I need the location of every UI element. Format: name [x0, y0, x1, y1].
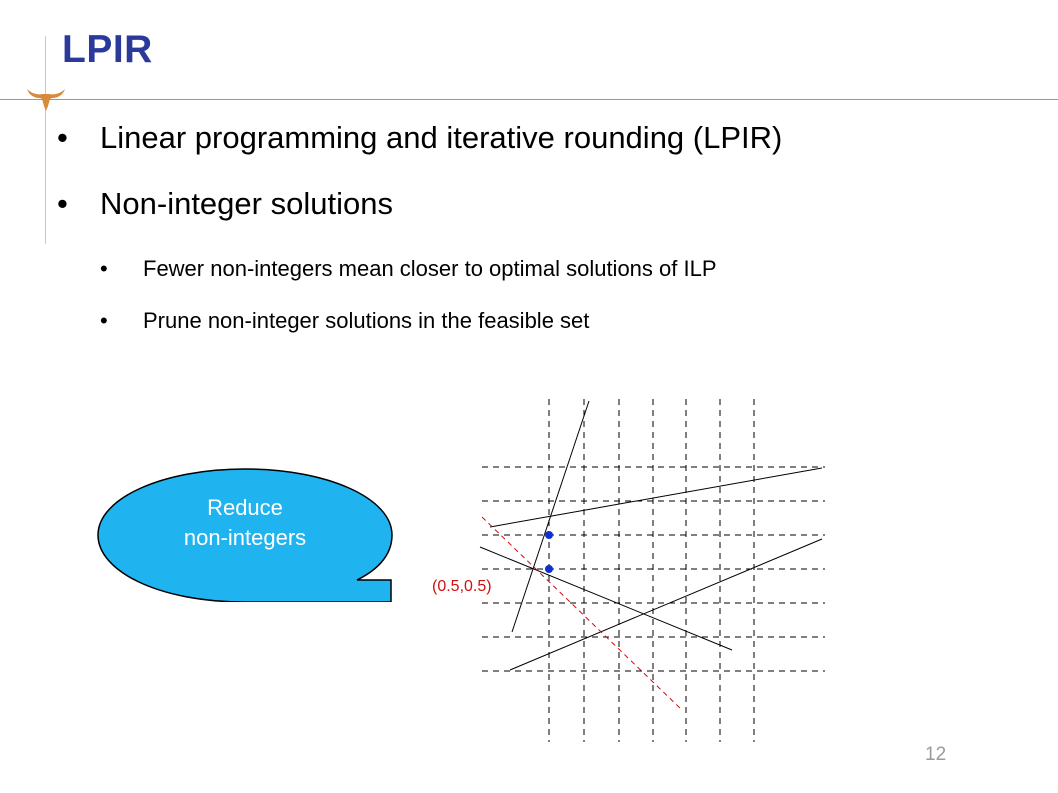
point-label: (0.5,0.5) [432, 578, 492, 595]
bullet-marker: • [100, 256, 108, 281]
bullet-marker: • [100, 308, 108, 333]
bullet-marker: • [57, 120, 68, 155]
longhorn-logo [26, 86, 66, 112]
cutting-plane-line [482, 517, 682, 710]
grid-lines [482, 399, 825, 742]
horizontal-accent-line [0, 99, 1058, 100]
callout-line: non-integers [183, 525, 307, 550]
bullet-item [57, 120, 783, 156]
sub-bullet-text: Prune non-integer solutions in the feasible set [143, 308, 590, 333]
bullet-text: Linear programming and iterative rounding (LPIR) [100, 120, 783, 155]
vertical-divider [45, 36, 46, 244]
slide-title: LPIR [62, 28, 153, 71]
constraint-line [490, 468, 822, 527]
page-number: 12 [925, 744, 947, 765]
callout-text [140, 493, 350, 553]
constraint-line [510, 539, 822, 670]
bullet-text: Non-integer solutions [100, 186, 393, 221]
constraint-line [480, 547, 732, 650]
sub-bullet-item [100, 308, 590, 334]
sub-bullet-text: Fewer non-integers mean closer to optimal solutions of ILP [143, 256, 717, 281]
fractional-point [545, 565, 553, 573]
bullet-marker: • [57, 186, 68, 221]
sub-bullet-item [100, 256, 717, 282]
lattice-diagram [470, 392, 830, 744]
fractional-point [545, 531, 553, 539]
bullet-item [57, 186, 393, 222]
callout-line: Reduce [207, 495, 283, 520]
